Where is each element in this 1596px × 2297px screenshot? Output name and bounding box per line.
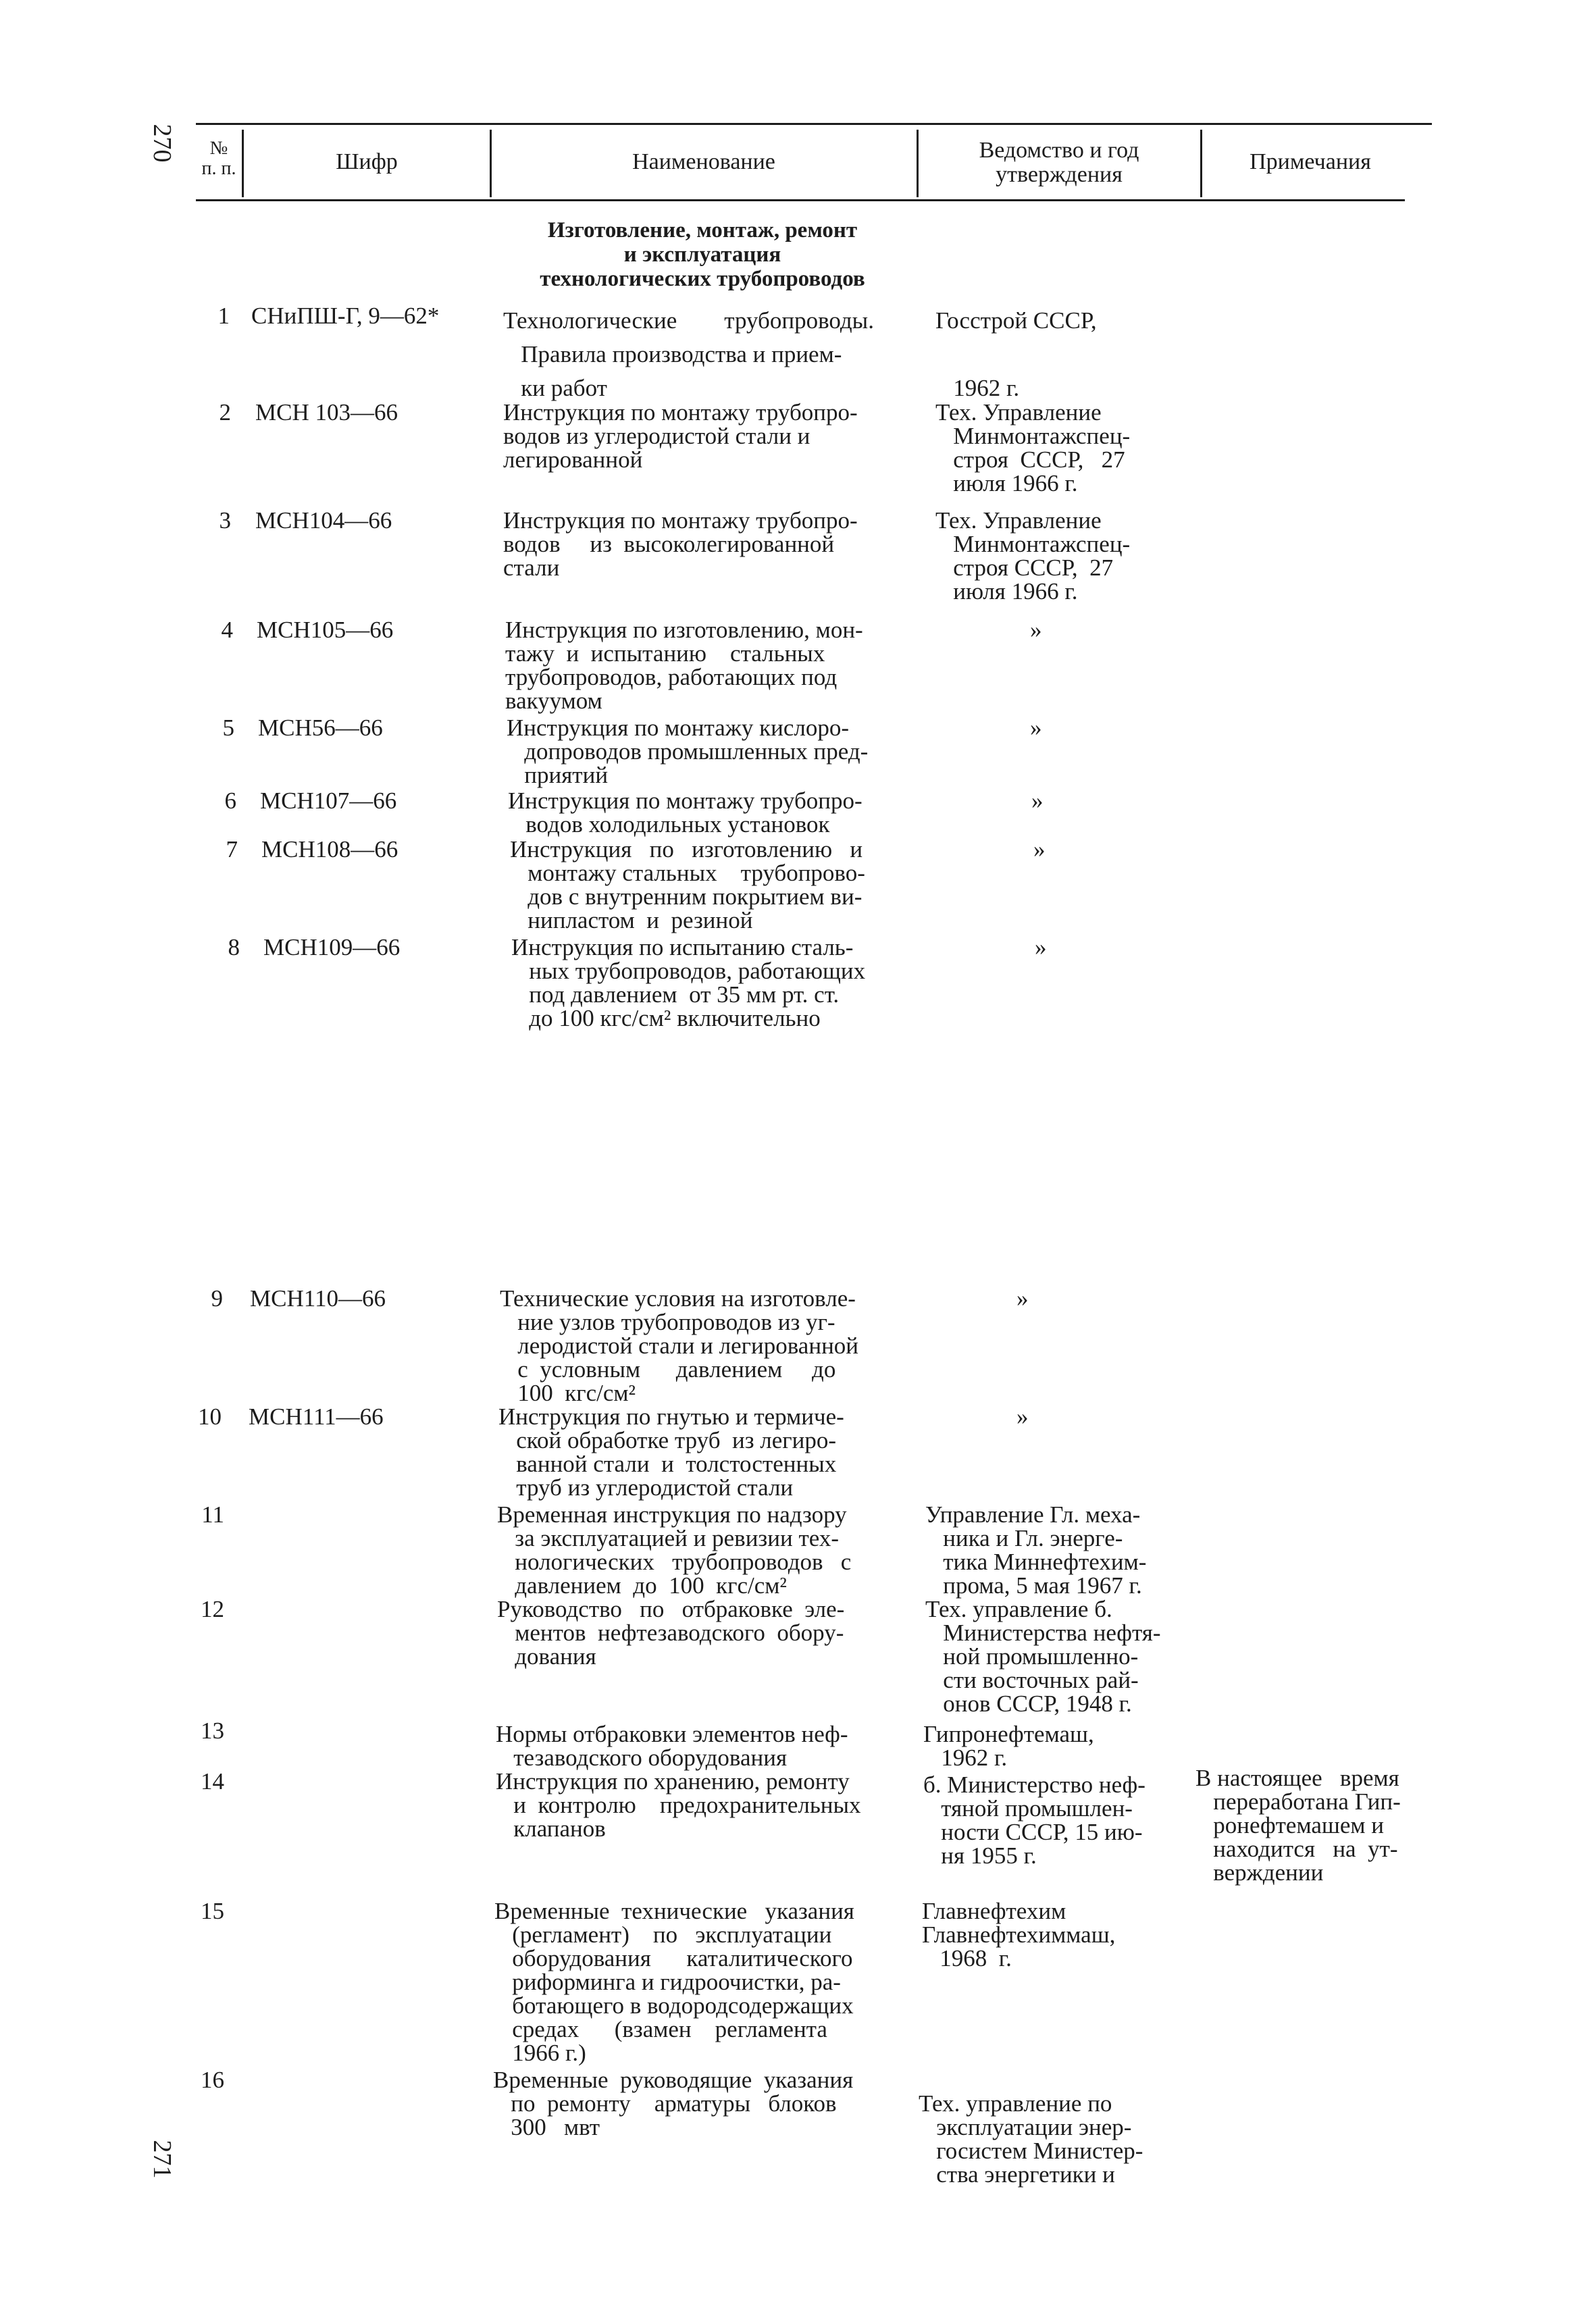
section-title: Изготовление, монтаж, ремонт и эксплуатация технологических трубопроводов bbox=[540, 218, 865, 291]
row-13-name: Нормы отбраковки элементов неф- тезаводского оборудования bbox=[496, 1721, 848, 1771]
row-15-number: 15 bbox=[201, 1898, 224, 1924]
row-8-code: МСН109—66 bbox=[263, 934, 401, 960]
row-1-agency: Госстрой СССР, 1962 г. bbox=[935, 307, 1097, 401]
row-7-code: МСН108—66 bbox=[261, 836, 398, 862]
row-11-number: 11 bbox=[201, 1501, 224, 1528]
row-3-agency: Тех. Управление Минмонтажспец- строя СССР, 27 июля 1966 г. bbox=[935, 507, 1131, 604]
row-6-code: МСН107—66 bbox=[260, 788, 397, 814]
row-13-number: 13 bbox=[201, 1718, 224, 1744]
row-9-agency: » bbox=[1016, 1285, 1029, 1312]
row-12-agency: Тех. управление б. Министерства нефтя- ной промышленно- сти восточных рай- онов СССР, 1948 г. bbox=[925, 1596, 1161, 1717]
row-16-agency: Тех. управление по эксплуатации энер- госистем Министер- ства энергетики и bbox=[919, 2090, 1143, 2188]
row-2-name: Инструкция по монтажу трубопро- водов из углеродистой стали и легированной bbox=[503, 399, 858, 473]
row-3-code: МСН104—66 bbox=[255, 507, 392, 534]
page-number-top: 270 bbox=[148, 124, 176, 163]
row-3-number: 3 bbox=[219, 507, 231, 534]
row-9-code: МСН110—66 bbox=[250, 1285, 386, 1312]
row-3-name: Инструкция по монтажу трубопро- водов из высоколегированной стали bbox=[503, 507, 858, 581]
row-6-name: Инструкция по монтажу трубопро- водов холодильных установок bbox=[508, 788, 863, 837]
row-1-number: 1 bbox=[217, 303, 230, 329]
row-8-agency: » bbox=[1035, 934, 1047, 960]
row-7-number: 7 bbox=[226, 836, 238, 862]
row-15-name: Временные технические указания (регламент) по эксплуатации оборудования каталитического риформинга и гидроочистки, ра- ботающего в водородсодержащих средах (взамен регламента 1966 г.) bbox=[494, 1898, 854, 2066]
header-top-rule bbox=[196, 123, 1432, 125]
row-14-note: В настоящее время переработана Гип- ронефтемашем и находится на ут- верждении bbox=[1195, 1765, 1401, 1886]
page-number-bottom: 271 bbox=[148, 2140, 176, 2179]
row-14-number: 14 bbox=[201, 1768, 224, 1795]
row-15-agency: Главнефтехим Главнефтехиммаш, 1968 г. bbox=[922, 1898, 1116, 1971]
row-4-code: МСН105—66 bbox=[257, 617, 394, 643]
header-col-name: Наименование bbox=[632, 149, 775, 174]
row-2-code: МСН 103—66 bbox=[255, 399, 398, 425]
row-14-agency: б. Министерство неф- тяной промышлен- ности СССР, 15 ию- ня 1955 г. bbox=[923, 1772, 1145, 1869]
row-16-number: 16 bbox=[201, 2067, 224, 2093]
row-6-number: 6 bbox=[224, 788, 236, 814]
row-11-name: Временная инструкция по надзору за эксплуатацией и ревизии тех- нологических трубопроводов с давлением до 100 кгс/см² bbox=[497, 1501, 852, 1599]
row-10-name: Инструкция по гнутью и термиче- ской обработке труб из легиро- ванной стали и толстостенных труб из углеродистой стали bbox=[498, 1403, 844, 1501]
row-7-name: Инструкция по изготовлению и монтажу стальных трубопрово- дов с внутренним покрытием ви- нипластом и резиной bbox=[510, 836, 865, 933]
header-bottom-rule bbox=[196, 199, 1405, 201]
row-5-name: Инструкция по монтажу кислоро- допроводов промышленных пред- приятий bbox=[507, 715, 869, 788]
header-col-notes: Примечания bbox=[1250, 149, 1371, 174]
row-9-name: Технические условия на изготовле- ние узлов трубопроводов из уг- леродистой стали и легированной с условным давлением до 100 кгс/см² bbox=[500, 1285, 859, 1406]
row-1-name: Технологические трубопроводы. Правила производства и прием- ки работ bbox=[503, 307, 874, 401]
row-1-code: СНиПШ-Г, 9—62* bbox=[251, 303, 440, 329]
row-4-number: 4 bbox=[221, 617, 233, 643]
row-4-agency: » bbox=[1030, 617, 1042, 643]
row-2-number: 2 bbox=[219, 399, 231, 425]
row-8-name: Инструкция по испытанию сталь- ных трубопроводов, работающих под давлением от 35 мм рт. ст. до 100 кгс/см² включительно bbox=[511, 934, 866, 1031]
row-16-name: Временные руководящие указания по ремонту арматуры блоков 300 мвт bbox=[493, 2067, 854, 2140]
header-divider-1 bbox=[242, 130, 244, 197]
row-11-agency: Управление Гл. меха- ника и Гл. энерге- тика Миннефтехим- прома, 5 мая 1967 г. bbox=[925, 1501, 1147, 1599]
header-col-code: Шифр bbox=[336, 149, 398, 174]
row-2-agency: Тех. Управление Минмонтажспец- строя СССР, 27 июля 1966 г. bbox=[935, 399, 1131, 496]
header-col-number: № п. п. bbox=[201, 138, 236, 179]
header-col-agency: Ведомство и год утверждения bbox=[979, 138, 1139, 187]
row-14-name: Инструкция по хранению, ремонту и контролю предохранительных клапанов bbox=[496, 1768, 861, 1842]
row-12-name: Руководство по отбраковке эле- ментов нефтезаводского обору- дования bbox=[497, 1596, 845, 1670]
row-5-code: МСН56—66 bbox=[258, 715, 383, 741]
row-6-agency: » bbox=[1031, 788, 1044, 814]
row-4-name: Инструкция по изготовлению, мон- тажу и испытанию стальных трубопроводов, работающих под вакуумом bbox=[505, 617, 863, 714]
row-10-agency: » bbox=[1016, 1403, 1029, 1430]
row-12-number: 12 bbox=[201, 1596, 224, 1622]
row-10-code: МСН111—66 bbox=[249, 1403, 384, 1430]
row-5-agency: » bbox=[1030, 715, 1042, 741]
row-8-number: 8 bbox=[228, 934, 240, 960]
row-5-number: 5 bbox=[222, 715, 234, 741]
row-10-number: 10 bbox=[198, 1403, 222, 1430]
row-13-agency: Гипронефтемаш, 1962 г. bbox=[923, 1721, 1094, 1771]
row-9-number: 9 bbox=[211, 1285, 223, 1312]
row-7-agency: » bbox=[1033, 836, 1046, 862]
